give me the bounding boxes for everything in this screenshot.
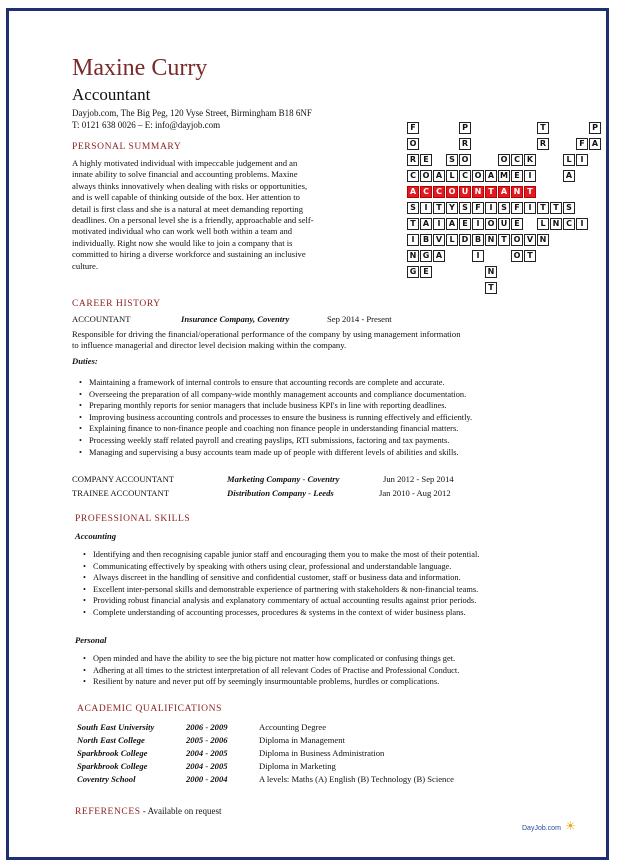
crossword-cell: O — [407, 138, 419, 150]
crossword-cell: E — [420, 154, 432, 166]
job-intro-line: Responsible for driving the financial/operational performance of the company by using management information — [72, 329, 461, 339]
accounting-skills-label: Accounting — [75, 531, 117, 541]
crossword-cell: I — [407, 234, 419, 246]
crossword-cell: V — [433, 234, 445, 246]
summary-line: culture. — [72, 260, 99, 271]
crossword-graphic — [407, 122, 599, 302]
address: Dayjob.com, The Big Peg, 120 Vyse Street, Birmingham B18 6NF — [72, 108, 312, 118]
crossword-cell: U — [498, 218, 510, 230]
crossword-cell: U — [459, 186, 471, 198]
academic-years: 2005 - 2006 — [186, 735, 228, 745]
crossword-cell: A — [498, 186, 510, 198]
contact-details: T: 0121 638 0026 – E: info@dayjob.com — [72, 120, 221, 130]
crossword-cell: K — [524, 154, 536, 166]
crossword-cell: C — [420, 186, 432, 198]
crossword-cell: O — [446, 186, 458, 198]
duty-item: • Improving business accounting controls and processes to ensure the business is running effectively and efficiently. — [77, 412, 472, 424]
crossword-cell: N — [407, 250, 419, 262]
crossword-cell: Y — [446, 202, 458, 214]
job-intro-line: to influence managerial and director level decision making within the company. — [72, 340, 347, 351]
crossword-cell: T — [537, 202, 549, 214]
crossword-cell: T — [524, 250, 536, 262]
crossword-cell: A — [485, 170, 497, 182]
sun-icon: ☀ — [565, 819, 576, 833]
crossword-cell: L — [446, 234, 458, 246]
crossword-cell: E — [459, 218, 471, 230]
academic-qualification: Accounting Degree — [259, 722, 327, 732]
crossword-cell: T — [537, 122, 549, 134]
skill-item: • Communicating effectively by speaking with others using clear, professional and understandable language. — [81, 561, 479, 573]
summary-line: detail is first class and she is a natural at meet demanding reporting — [72, 203, 304, 214]
crossword-cell: E — [511, 218, 523, 230]
crossword-cell: L — [563, 154, 575, 166]
academic-years: 2006 - 2009 — [186, 722, 228, 732]
skill-item: • Excellent inter-personal skills and demonstrable experience of partnering with stakeholders & non-financial teams. — [81, 584, 479, 596]
crossword-cell: N — [550, 218, 562, 230]
job-title: Accountant — [72, 85, 151, 104]
crossword-cell: A — [433, 250, 445, 262]
crossword-cell: D — [459, 234, 471, 246]
summary-line: motivated individual who can work well both within a team and — [72, 226, 293, 237]
references-heading: REFERENCES — [75, 807, 141, 817]
crossword-cell: T — [485, 282, 497, 294]
crossword-cell: S — [498, 202, 510, 214]
crossword-cell: T — [433, 202, 445, 214]
crossword-cell: A — [433, 170, 445, 182]
crossword-cell: A — [420, 218, 432, 230]
crossword-cell: I — [472, 218, 484, 230]
crossword-cell: A — [446, 218, 458, 230]
academic-years: 2004 - 2005 — [186, 761, 228, 771]
crossword-cell: P — [459, 122, 471, 134]
crossword-cell: C — [511, 154, 523, 166]
crossword-cell: C — [407, 170, 419, 182]
job-intro — [72, 329, 461, 352]
crossword-cell: S — [459, 202, 471, 214]
crossword-cell: I — [433, 218, 445, 230]
crossword-cell: V — [524, 234, 536, 246]
skill-item: • Resilient by nature and never put off by seemingly insurmountable problems, hurdles or complications. — [81, 676, 459, 688]
dayjob-logo: DayJob.com — [522, 825, 561, 832]
crossword-cell: R — [459, 138, 471, 150]
crossword-cell: I — [472, 250, 484, 262]
crossword-cell: I — [420, 202, 432, 214]
crossword-cell: F — [576, 138, 588, 150]
crossword-cell: T — [550, 202, 562, 214]
job-dates-1: Sep 2014 - Present — [327, 314, 392, 324]
crossword-cell: I — [485, 202, 497, 214]
duty-item: • Managing and supervising a busy accounts team made up of people with different levels of abilities and skills. — [77, 447, 472, 459]
crossword-cell: N — [511, 186, 523, 198]
crossword-cell: N — [485, 266, 497, 278]
personal-summary-text — [72, 158, 392, 272]
duty-item: • Overseeing the preparation of all company-wide monthly management accounts and compliance documentation. — [77, 389, 472, 401]
academic-years: 2000 - 2004 — [186, 774, 228, 784]
skill-item: • Always discreet in the handling of sensitive and confidential customer, staff or business data and information. — [81, 572, 479, 584]
duty-item: • Maintaining a framework of internal controls to ensure that accounting records are complete and accurate. — [77, 377, 472, 389]
crossword-cell: G — [420, 250, 432, 262]
crossword-cell: E — [511, 170, 523, 182]
crossword-cell: R — [537, 138, 549, 150]
summary-line: and is well capable of thinking outside of the box. Her attention to — [72, 192, 300, 203]
candidate-name: Maxine Curry — [72, 55, 208, 81]
personal-summary-heading: PERSONAL SUMMARY — [72, 142, 182, 152]
crossword-cell: I — [524, 202, 536, 214]
summary-line: A highly motivated individual with impeccable judgement and an — [72, 158, 298, 168]
academic-school: Coventry School — [77, 774, 136, 784]
crossword-cell: P — [589, 122, 601, 134]
personal-skills-list — [81, 653, 459, 688]
crossword-cell: L — [446, 170, 458, 182]
references-text: - Available on request — [142, 806, 222, 816]
skill-item: • Complete understanding of accounting processes, procedures & systems in the context of wider business plans. — [81, 607, 479, 619]
crossword-cell: O — [459, 154, 471, 166]
skill-item: • Providing robust financial analysis and explanatory commentary of actual accounting results against prior periods. — [81, 595, 479, 607]
job-title-1: ACCOUNTANT — [72, 314, 131, 324]
academic-qualification: Diploma in Marketing — [259, 761, 336, 771]
job-dates-3: Jan 2010 - Aug 2012 — [379, 488, 451, 498]
crossword-cell: T — [485, 186, 497, 198]
crossword-cell: S — [563, 202, 575, 214]
academic-qualification: A levels: Maths (A) English (B) Technology (B) Science — [259, 774, 454, 784]
crossword-cell: F — [472, 202, 484, 214]
crossword-cell: O — [511, 250, 523, 262]
crossword-cell: T — [407, 218, 419, 230]
academic-school: Sparkbrook College — [77, 748, 148, 758]
duty-item: • Processing weekly staff related payroll and creating payslips, RTI submissions, factoring and tax payments. — [77, 435, 472, 447]
crossword-cell: O — [485, 218, 497, 230]
crossword-cell: A — [407, 186, 419, 198]
job-title-2: COMPANY ACCOUNTANT — [72, 474, 175, 484]
crossword-cell: F — [511, 202, 523, 214]
crossword-cell: O — [511, 234, 523, 246]
job-dates-2: Jun 2012 - Sep 2014 — [383, 474, 454, 484]
skill-item: • Open minded and have the ability to see the big picture not matter how complicated or confusing things get. — [81, 653, 459, 665]
academic-school: North East College — [77, 735, 145, 745]
academic-school: Sparkbrook College — [77, 761, 148, 771]
career-history-heading: CAREER HISTORY — [72, 299, 161, 309]
accounting-skills-list — [81, 549, 479, 619]
job-title-3: TRAINEE ACCOUNTANT — [72, 488, 169, 498]
summary-line: committed to hiring a diverse workforce and sustaining an inclusive — [72, 249, 306, 260]
job-company-2: Marketing Company - Coventry — [227, 474, 340, 484]
crossword-cell: O — [420, 170, 432, 182]
academic-qualification: Diploma in Business Administration — [259, 748, 385, 758]
academic-qualification: Diploma in Management — [259, 735, 345, 745]
summary-line: innate ability to solve financial and accounting problems. Maxine — [72, 169, 298, 180]
crossword-cell: E — [420, 266, 432, 278]
skill-item: • Adhering at all times to the strictest interpretation of all relevant Codes of Practise and Professional Conduct. — [81, 665, 459, 677]
crossword-cell: N — [472, 186, 484, 198]
summary-line: always thinks innovatively when dealing with risks or opportunities, — [72, 180, 308, 191]
crossword-cell: L — [537, 218, 549, 230]
crossword-cell: T — [524, 186, 536, 198]
crossword-cell: A — [563, 170, 575, 182]
crossword-cell: N — [537, 234, 549, 246]
crossword-cell: C — [563, 218, 575, 230]
crossword-cell: B — [472, 234, 484, 246]
crossword-cell: O — [472, 170, 484, 182]
cv-page — [6, 8, 609, 860]
crossword-cell: S — [407, 202, 419, 214]
references-line — [75, 806, 221, 817]
job-company-3: Distribution Company - Leeds — [227, 488, 334, 498]
duties-label: Duties: — [72, 356, 98, 366]
crossword-cell: A — [589, 138, 601, 150]
academic-qualifications-heading: ACADEMIC QUALIFICATIONS — [77, 704, 222, 714]
duties-list — [77, 377, 472, 458]
skill-item: • Identifying and then recognising capable junior staff and encouraging them you to make the most of their potential. — [81, 549, 479, 561]
crossword-cell: C — [433, 186, 445, 198]
crossword-cell: I — [524, 170, 536, 182]
duty-item: • Explaining finance to non-finance people and coaching non finance people in understanding financial matters. — [77, 423, 472, 435]
duty-item: • Preparing monthly reports for senior managers that include business KPI's in line with reporting deadlines. — [77, 400, 472, 412]
crossword-cell: G — [407, 266, 419, 278]
crossword-cell: I — [576, 218, 588, 230]
crossword-cell: N — [485, 234, 497, 246]
crossword-cell: B — [420, 234, 432, 246]
crossword-cell: M — [498, 170, 510, 182]
crossword-cell: O — [498, 154, 510, 166]
academic-years: 2004 - 2005 — [186, 748, 228, 758]
crossword-cell: R — [407, 154, 419, 166]
crossword-cell: C — [459, 170, 471, 182]
crossword-cell: S — [446, 154, 458, 166]
summary-line: individually. Right now she would like to join a company that is — [72, 237, 293, 248]
crossword-cell: F — [407, 122, 419, 134]
crossword-cell: I — [576, 154, 588, 166]
academic-school: South East University — [77, 722, 155, 732]
summary-line: deadlines. On a personal level she is a friendly, approachable and self- — [72, 215, 314, 226]
crossword-cell: T — [498, 234, 510, 246]
job-company-1: Insurance Company, Coventry — [181, 314, 290, 324]
personal-skills-label: Personal — [75, 635, 107, 645]
professional-skills-heading: PROFESSIONAL SKILLS — [75, 514, 191, 524]
